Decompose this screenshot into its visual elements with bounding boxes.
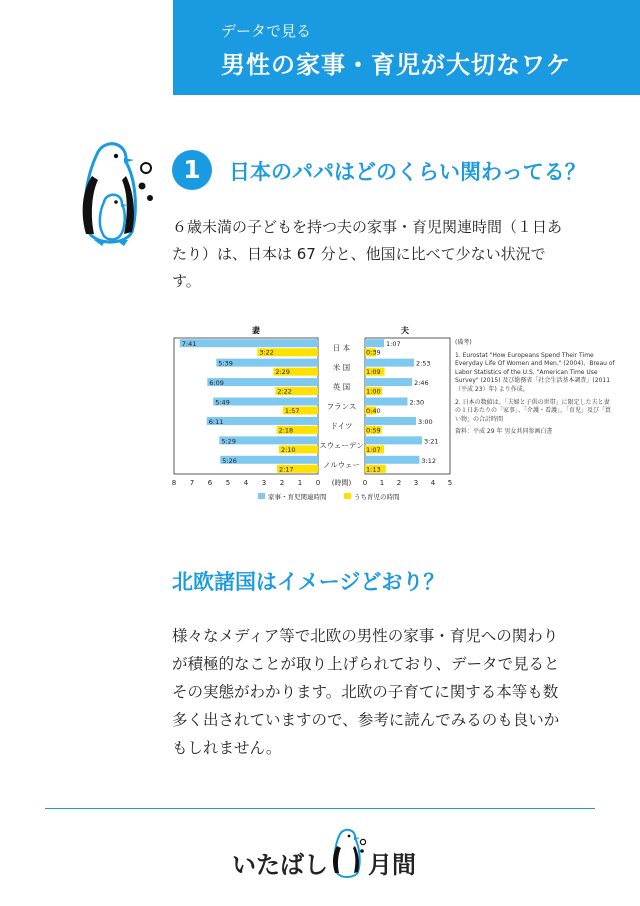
legend-label-childcare: うち育児の時間 xyxy=(354,493,400,501)
category-label: フランス xyxy=(326,402,357,411)
bar-label-husband-total: 2:30 xyxy=(409,398,425,407)
bar-label-husband-total: 3:21 xyxy=(423,437,439,446)
x-tick-label-wife: 7 xyxy=(189,479,195,487)
bar-label-wife-childcare: 1:57 xyxy=(284,407,300,415)
bar-label-wife-childcare: 2:17 xyxy=(278,465,294,474)
bar-label-wife-total: 5:26 xyxy=(222,456,237,465)
bar-label-wife-childcare: 3:22 xyxy=(259,348,274,357)
bar-label-husband-childcare: 0:59 xyxy=(366,426,381,435)
header-subtitle: データで見る xyxy=(221,22,312,40)
bar-label-husband-total: 2:53 xyxy=(415,359,431,368)
bar-label-husband-childcare: 1:07 xyxy=(366,445,381,454)
bar-label-husband-total: 3:12 xyxy=(421,456,437,465)
section2-body: 様々なメディア等で北欧の男性の家事・育児への関わりが積極的なことが取り上げられており、データで見るとその実態がわかります。北欧の子育てに関する本等も数多く出されていますので、参考に読んでみるのも良いかもしれません。 xyxy=(172,627,560,757)
category-label: 米 国 xyxy=(332,363,351,373)
x-tick-label-husband: 4 xyxy=(430,479,436,487)
notes-item-2: 2. 日本の数値は、「夫婦と子供の世帯」に限定した夫と妻の１日あたりの「家事」、「介護・看護」、「育児」及び「買い物」の合計時間 xyxy=(455,398,612,423)
x-tick-label-wife: 5 xyxy=(225,479,231,487)
bar-label-husband-childcare: 1:00 xyxy=(366,387,381,396)
bar-husband-total xyxy=(365,436,422,444)
bar-label-wife-childcare: 2:22 xyxy=(277,387,292,396)
bar-wife-total xyxy=(180,339,318,347)
x-tick-label-husband: 1 xyxy=(379,479,385,487)
notes-item-1: 1. Eurostat "How Europeans Spend Their Time Everyday Life Of Women and Men." (2004)、Breau of Labor Statistics of the U.S. "American Time Use Survey" (2015) 及び総務省「社会生活基本調査」(2011（平成 23）年) より作成。 xyxy=(455,351,615,393)
footer-divider xyxy=(45,808,595,809)
x-tick-label-husband: 3 xyxy=(413,479,419,487)
x-tick-label-wife: 2 xyxy=(279,479,285,487)
header-title: 男性の家事・育児が大切なワケ xyxy=(221,51,571,79)
section1-title: 日本のパパはどのくらい関わってる？ xyxy=(229,160,586,184)
section1-body: ６歳未満の子どもを持つ夫の家事・育児関連時間（１日あたり）は、日本は 67 分と、他国に比べて少ない状況です。 xyxy=(172,218,563,290)
bar-husband-total xyxy=(365,456,419,464)
bar-label-wife-childcare: 2:18 xyxy=(278,426,294,435)
legend-label-total: 家事・育児関連時間 xyxy=(268,493,327,501)
bar-label-wife-total: 6:11 xyxy=(208,417,224,426)
bar-label-husband-childcare: 1:09 xyxy=(366,368,381,377)
bar-label-husband-childcare: 0:39 xyxy=(366,348,381,357)
x-tick-label-wife: 8 xyxy=(171,479,177,487)
bar-label-wife-total: 6:09 xyxy=(209,379,224,388)
bar-label-wife-total: 5:29 xyxy=(221,437,236,446)
notes-heading: (備考) xyxy=(455,339,472,346)
x-tick-label-wife: 4 xyxy=(243,479,249,487)
penguin-logo-icon xyxy=(330,828,366,880)
bar-label-husband-total: 2:46 xyxy=(414,379,429,388)
bar-label-wife-total: 5:49 xyxy=(215,398,230,407)
husband-panel-label: 夫 xyxy=(401,326,409,335)
category-label: ノルウェー xyxy=(323,460,360,470)
x-unit-label: (時間) xyxy=(331,479,352,487)
bar-label-wife-total: 7:41 xyxy=(181,340,197,349)
footer-logo-left: いたばし xyxy=(232,851,328,879)
category-label: 日 本 xyxy=(332,343,351,353)
category-label: 英 国 xyxy=(332,382,351,392)
bar-label-husband-total: 1:07 xyxy=(386,340,401,349)
section-number-badge: 1 xyxy=(172,150,212,190)
bar-label-wife-childcare: 2:29 xyxy=(275,368,290,377)
bar-label-wife-total: 5:39 xyxy=(218,359,233,368)
legend-swatch-childcare xyxy=(344,493,351,499)
bar-husband-total xyxy=(365,398,408,406)
category-label: ドイツ xyxy=(330,421,353,431)
housework-childcare-chart xyxy=(170,320,455,505)
chart-notes xyxy=(455,339,615,441)
bar-label-husband-childcare: 1:13 xyxy=(366,465,381,474)
bar-label-husband-childcare: 0:40 xyxy=(366,407,381,415)
wife-panel-label: 妻 xyxy=(252,326,260,335)
footer-logo-right: 月間 xyxy=(368,851,416,879)
x-tick-label-wife: 3 xyxy=(261,479,267,487)
section2-title: 北欧諸国はイメージどおり？ xyxy=(172,570,445,594)
bar-label-wife-childcare: 2:10 xyxy=(280,445,296,454)
legend-swatch-total xyxy=(258,493,265,499)
bar-husband-total xyxy=(365,359,414,367)
bar-husband-total xyxy=(365,339,384,347)
wife-panel-frame xyxy=(174,338,318,474)
bar-husband-total xyxy=(365,417,416,425)
category-label: スウェーデン xyxy=(319,440,364,450)
bar-husband-total xyxy=(365,378,412,386)
x-tick-label-husband: 0 xyxy=(362,479,368,487)
x-tick-label-wife: 6 xyxy=(207,479,213,487)
x-tick-label-husband: 2 xyxy=(396,479,402,487)
penguin-parent-child-icon xyxy=(76,140,156,252)
bar-label-husband-total: 3:00 xyxy=(418,417,433,426)
bar-wife-total xyxy=(207,417,318,425)
x-tick-label-wife: 0 xyxy=(315,479,321,487)
notes-source: 資料：平成 29 年 男女共同参画白書 xyxy=(455,428,553,436)
x-tick-label-husband: 5 xyxy=(447,479,453,487)
x-tick-label-wife: 1 xyxy=(297,479,303,487)
